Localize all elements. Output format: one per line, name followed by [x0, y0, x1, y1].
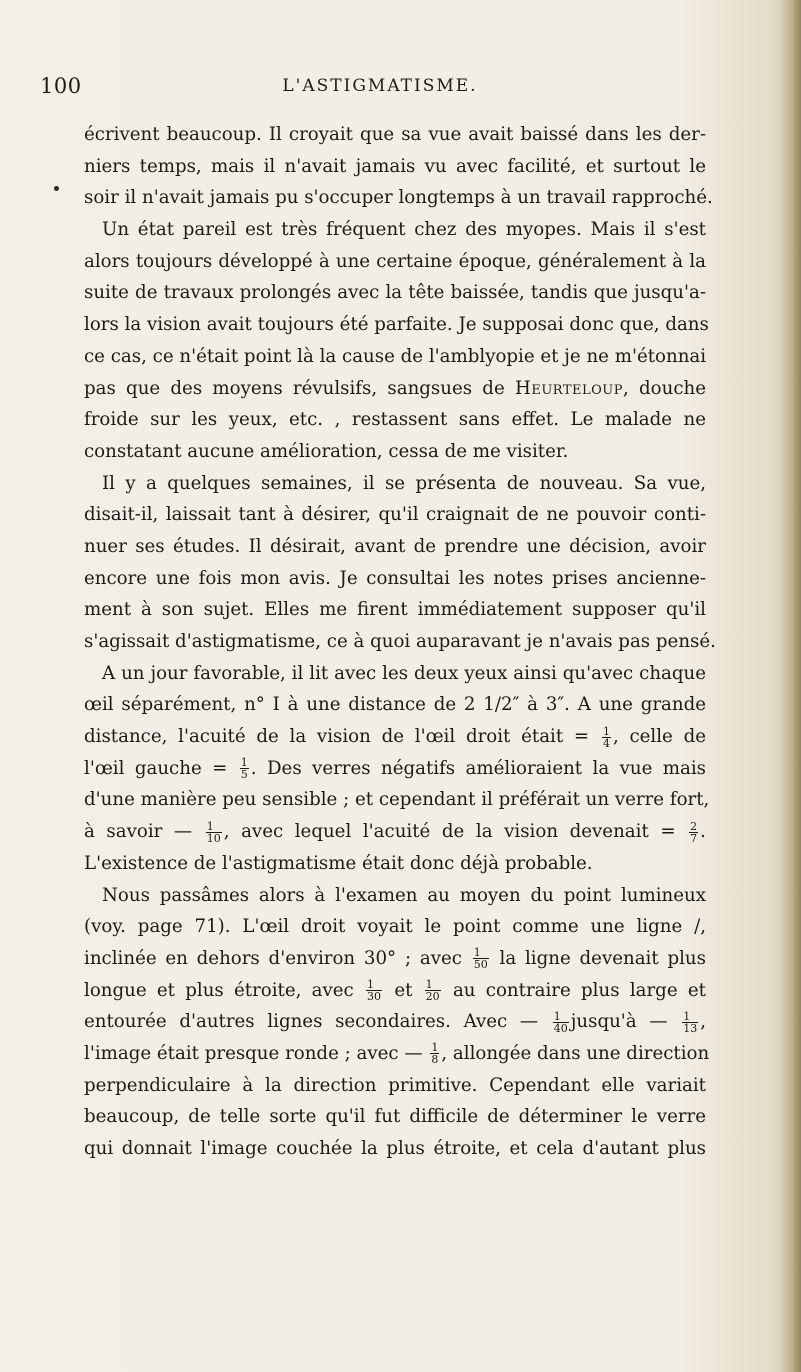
fraction-two-sevenths: $\frac{2}{7}$	[690, 819, 698, 845]
text-line	[84, 975, 706, 1007]
text-segment: .	[700, 821, 706, 843]
text-line: s'agissait d'astigmatisme, ce à quoi auparavant je n'avais pas pensé.	[84, 631, 716, 652]
text-line: beaucoup, de telle sorte qu'il fut difficile de déterminer le verre	[84, 1106, 706, 1128]
text-line: Nous passâmes alors à l'examen au moyen du point lumineux	[102, 884, 706, 906]
text-line: d'une manière peu sensible ; et cependant il préférait un verre fort,	[84, 789, 710, 811]
text-segment: au contraire plus large et	[452, 979, 706, 1001]
text-line: Un état pareil est très fréquent chez des myopes. Mais il s'est	[102, 219, 706, 241]
text-segment: à savoir —	[84, 821, 193, 843]
text-segment: , douche	[623, 377, 706, 399]
text-line: (voy. page 71). L'œil droit voyait le point comme une ligne /,	[84, 916, 706, 938]
text-segment: inclinée en dehors d'environ 30° ; avec	[84, 947, 462, 969]
text-line	[84, 816, 706, 848]
body-text	[84, 119, 716, 1165]
text-segment: . Des verres négatifs amélioraient la vue mais	[250, 757, 706, 779]
text-segment: ,	[700, 1011, 706, 1033]
page-number: 100	[40, 74, 82, 98]
text-segment: , allongée dans une direction	[441, 1042, 710, 1064]
person-name: Heurteloup	[514, 377, 623, 399]
text-line: lors la vision avait toujours été parfaite. Je supposai donc que, dans	[84, 314, 709, 336]
text-line: alors toujours développé à une certaine époque, généralement à la	[84, 250, 706, 272]
text-segment: , avec lequel l'acuité de la vision devenait =	[223, 821, 676, 843]
text-line: œil séparément, n° I à une distance de 2 1/2″ à 3″. A une grande	[84, 694, 706, 716]
text-line: encore une fois mon avis. Je consultai les notes prises ancienne-	[84, 567, 706, 589]
text-line: ce cas, ce n'était point là la cause de l'amblyopie et je ne m'étonnai	[84, 345, 707, 367]
text-line: disait-il, laissait tant à désirer, qu'il craignait de ne pouvoir conti-	[84, 504, 706, 526]
text-line	[84, 943, 706, 975]
fraction-one-eighth: $\frac{1}{8}$	[431, 1041, 439, 1067]
text-line: qui donnait l'image couchée la plus étroite, et cela d'autant plus	[84, 1138, 706, 1159]
text-segment: longue et plus étroite, avec	[84, 979, 354, 1001]
text-line: niers temps, mais il n'avait jamais vu avec facilité, et surtout le	[84, 155, 706, 177]
fraction-one-fourth: $\frac{1}{4}$	[602, 724, 610, 750]
text-line: nuer ses études. Il désirait, avant de prendre une décision, avoir	[84, 535, 706, 557]
running-title: L'ASTIGMATISME.	[282, 76, 478, 96]
fraction-one-fifth: $\frac{1}{5}$	[240, 756, 248, 782]
text-line: A un jour favorable, il lit avec les deux yeux ainsi qu'avec chaque	[102, 662, 706, 684]
text-segment: distance, l'acuité de la vision de l'œil droit était =	[84, 726, 590, 748]
text-line	[84, 721, 706, 753]
text-segment: et	[394, 979, 413, 1001]
text-line: écrivent beaucoup. Il croyait que sa vue avait baissé dans les der-	[84, 124, 706, 145]
text-line	[84, 753, 706, 785]
text-line: ment à son sujet. Elles me firent immédiatement supposer qu'il	[84, 599, 706, 621]
text-line: froide sur les yeux, etc. , restassent sans effet. Le malade ne	[84, 409, 706, 431]
page-edge-shadow	[779, 0, 801, 1372]
text-segment: la ligne devenait plus	[499, 947, 706, 969]
text-line: Il y a quelques semaines, il se présenta de nouveau. Sa vue,	[102, 472, 706, 494]
text-segment: pas que des moyens révulsifs, sangsues de	[84, 377, 505, 399]
text-line: suite de travaux prolongés avec la tête baissée, tandis que jusqu'a-	[84, 282, 706, 304]
text-line: perpendiculaire à la direction primitive. Cependant elle variait	[84, 1074, 706, 1096]
page-header	[40, 74, 720, 104]
text-line: constatant aucune amélioration, cessa de me visiter.	[84, 440, 569, 462]
text-line: soir il n'avait jamais pu s'occuper longtemps à un travail rapproché.	[84, 187, 713, 209]
fraction-one-twentieth: $\frac{1}{20}$	[425, 978, 440, 1004]
fraction-one-fortieth: $\frac{1}{40}$	[553, 1009, 568, 1035]
text-segment: l'œil gauche =	[84, 757, 228, 779]
text-segment: , celle de	[612, 726, 706, 748]
fraction-one-tenth: $\frac{1}{10}$	[206, 819, 221, 845]
text-line: L'existence de l'astigmatisme était donc déjà probable.	[84, 852, 593, 874]
text-segment: jusqu'à —	[570, 1011, 668, 1033]
text-line	[84, 1006, 706, 1038]
fraction-one-thirtieth: $\frac{1}{30}$	[367, 978, 382, 1004]
fraction-one-thirteenth: $\frac{1}{13}$	[683, 1009, 698, 1035]
text-segment: entourée d'autres lignes secondaires. Avec —	[84, 1011, 539, 1033]
fraction-one-fiftieth: $\frac{1}{50}$	[473, 946, 488, 972]
text-line	[84, 373, 706, 405]
margin-mark	[54, 186, 59, 191]
text-line	[84, 1038, 710, 1070]
text-segment: l'image était presque ronde ; avec —	[84, 1042, 423, 1064]
